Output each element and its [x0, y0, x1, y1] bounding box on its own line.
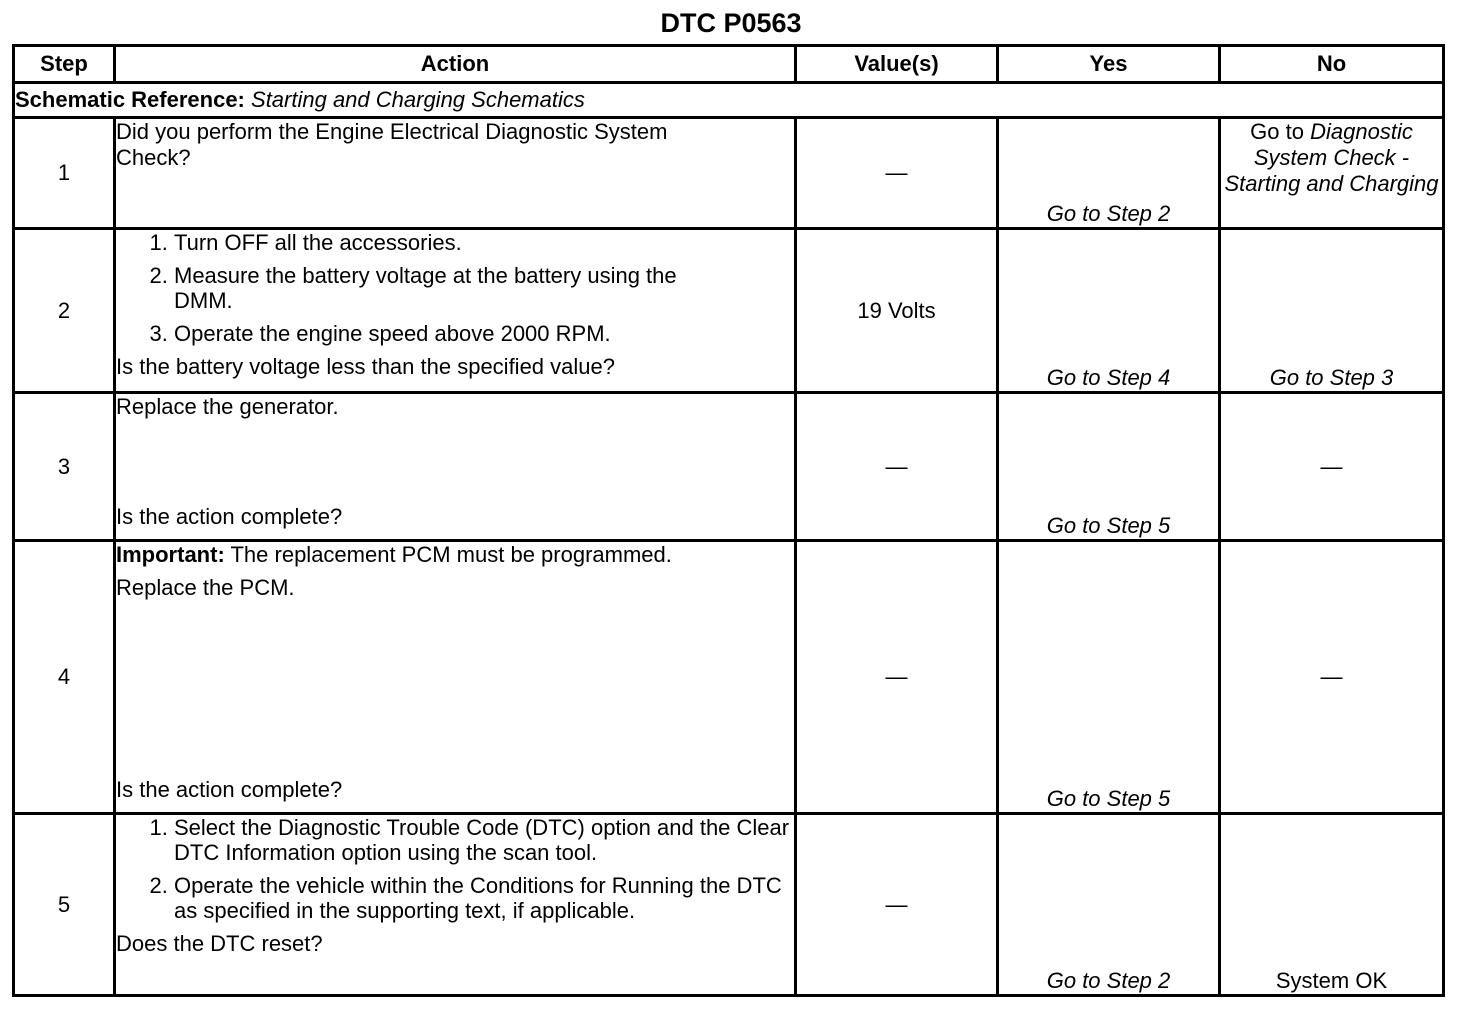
action-list: [116, 230, 794, 346]
action-text: Did you perform the Engine Electrical Diagnostic System Check?: [116, 119, 668, 170]
list-item: 1. Select the Diagnostic Trouble Code (DTC) option and the Clear DTC Information option using the scan tool.: [174, 815, 794, 865]
action-cell: [115, 541, 796, 814]
list-item: 3. Operate the engine speed above 2000 RPM.: [174, 321, 734, 346]
yes-cell: Go to Step 4: [998, 229, 1220, 393]
important-note: [116, 542, 794, 567]
action-list: [116, 815, 794, 923]
schematic-reference: [14, 83, 1444, 118]
no-link: Diagnostic System Check - Starting and Charging: [1224, 119, 1439, 196]
table-row: [14, 814, 1444, 996]
action-question: Is the battery voltage less than the specified value?: [116, 354, 615, 379]
value-cell: —: [796, 118, 998, 229]
no-cell: Go to Step 3: [1220, 229, 1444, 393]
page-title: DTC P0563: [660, 8, 802, 38]
header-yes: Yes: [998, 46, 1220, 83]
action-cell: [115, 229, 796, 393]
no-cell: —: [1220, 541, 1444, 814]
schematic-value: Starting and Charging Schematics: [251, 87, 585, 112]
action-question: Is the action complete?: [116, 777, 343, 802]
action-cell: [115, 393, 796, 541]
value-cell: 19 Volts: [796, 229, 998, 393]
action-cell: [115, 118, 796, 229]
header-row: [14, 46, 1444, 83]
schematic-reference-row: [14, 83, 1444, 118]
list-item: 2. Operate the vehicle within the Conditions for Running the DTC as specified in the supporting text, if applicable.: [174, 873, 794, 923]
header-no: No: [1220, 46, 1444, 83]
action-cell: [115, 814, 796, 996]
step-number: 3: [14, 393, 115, 541]
no-prefix: Go to: [1250, 119, 1304, 144]
header-values: Value(s): [796, 46, 998, 83]
action-text: Replace the PCM.: [116, 575, 295, 600]
value-cell: —: [796, 393, 998, 541]
step-number: 5: [14, 814, 115, 996]
important-label: Important:: [116, 542, 225, 567]
schematic-label: Schematic Reference:: [15, 87, 245, 112]
yes-cell: Go to Step 2: [998, 814, 1220, 996]
yes-cell: Go to Step 5: [998, 393, 1220, 541]
header-step: Step: [14, 46, 115, 83]
important-text: The replacement PCM must be programmed.: [230, 542, 672, 567]
no-cell: —: [1220, 393, 1444, 541]
list-item: 2. Measure the battery voltage at the battery using the DMM.: [174, 263, 734, 313]
value-cell: —: [796, 541, 998, 814]
table-row: [14, 118, 1444, 229]
dtc-table: [12, 44, 1445, 997]
no-cell: System OK: [1220, 814, 1444, 996]
action-text: Replace the generator.: [116, 394, 339, 419]
step-number: 4: [14, 541, 115, 814]
table-row: [14, 541, 1444, 814]
list-item: 1. Turn OFF all the accessories.: [174, 230, 734, 255]
yes-cell: Go to Step 2: [998, 118, 1220, 229]
action-question: Is the action complete?: [116, 504, 343, 529]
step-number: 2: [14, 229, 115, 393]
table-row: [14, 229, 1444, 393]
step-number: 1: [14, 118, 115, 229]
value-cell: —: [796, 814, 998, 996]
no-cell: [1220, 118, 1444, 229]
header-action: Action: [115, 46, 796, 83]
yes-cell: Go to Step 5: [998, 541, 1220, 814]
table-row: [14, 393, 1444, 541]
action-question: Does the DTC reset?: [116, 931, 323, 956]
